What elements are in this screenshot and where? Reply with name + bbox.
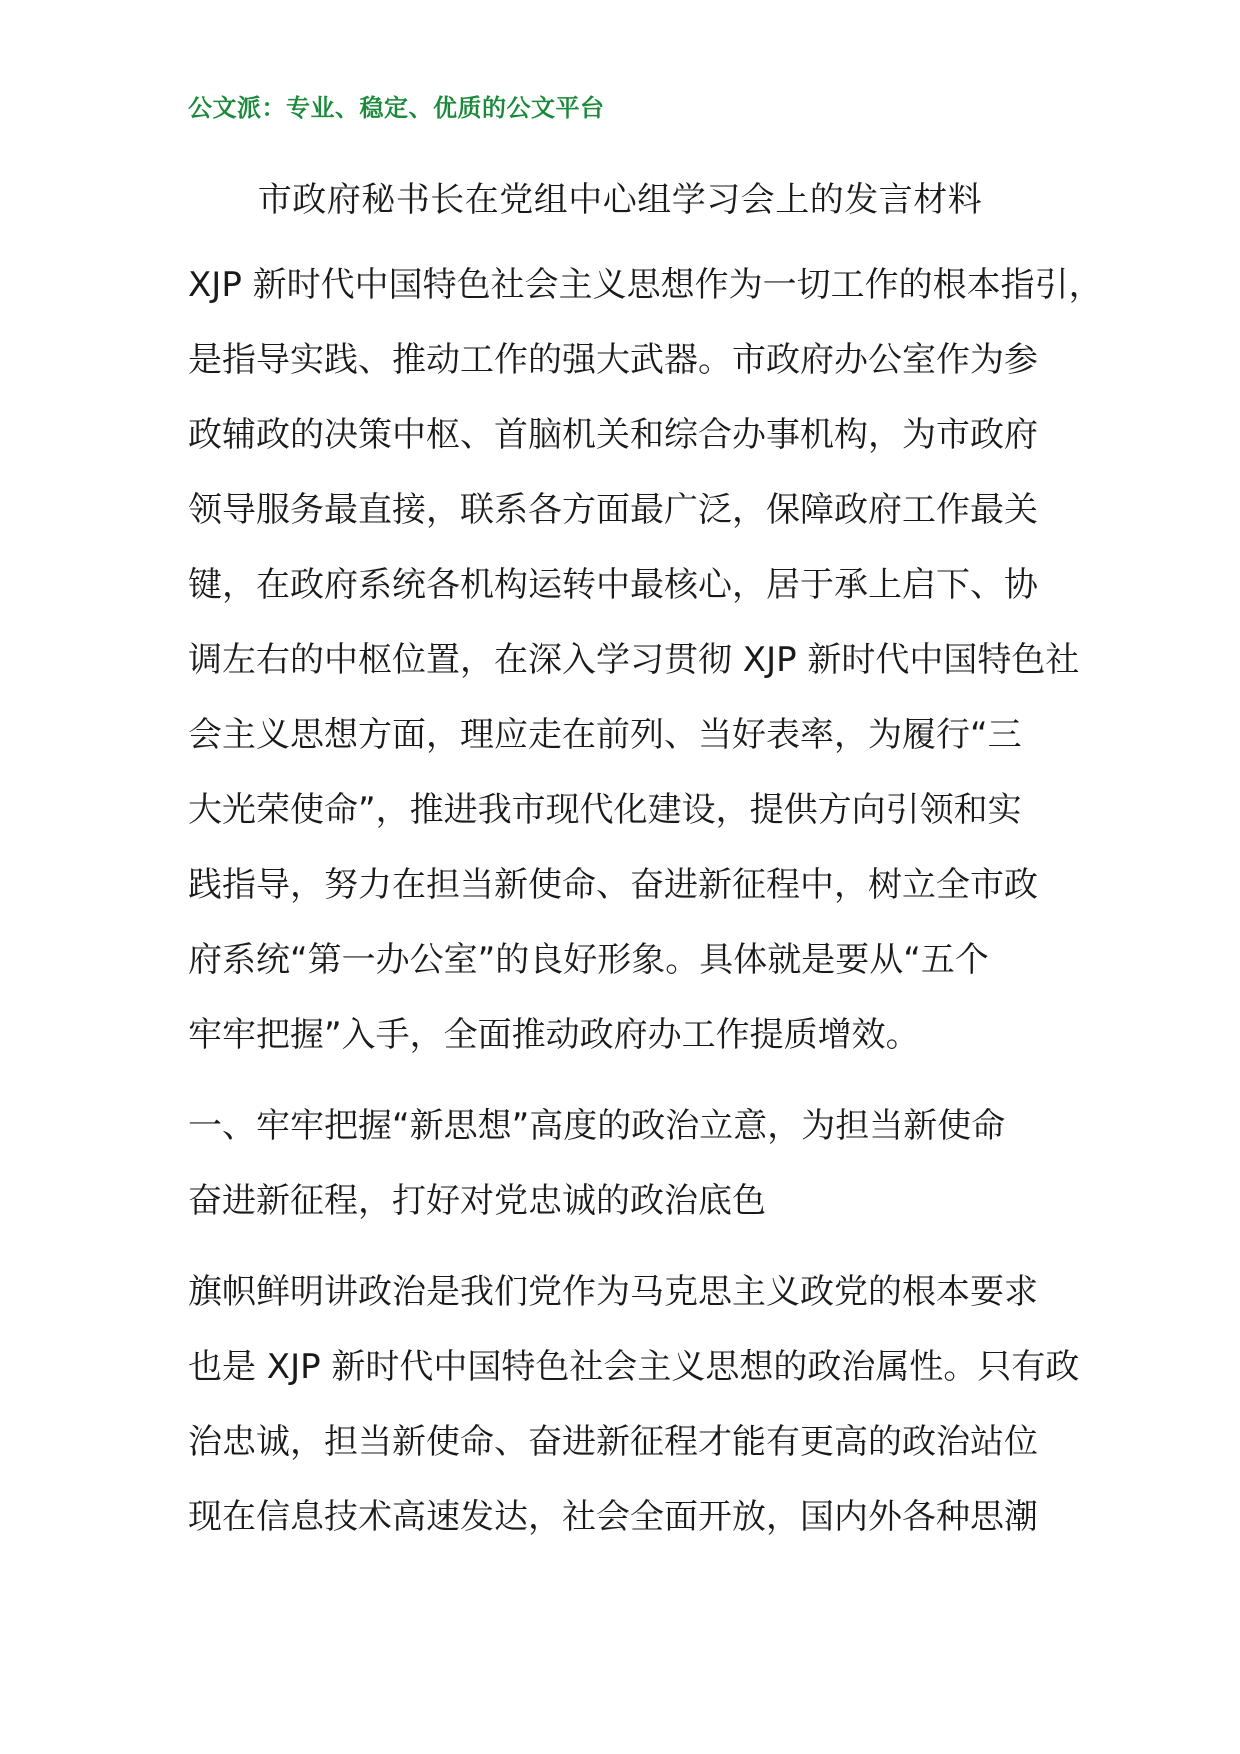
text-line: XJP 新时代中国特色社会主义思想作为一切工作的根本指引， [188, 265, 1103, 305]
text-line: 也是 XJP 新时代中国特色社会主义思想的政治属性。只有政 [188, 1347, 1080, 1387]
paragraph-spacer [188, 1073, 1088, 1089]
text-line: 政辅政的决策中枢、首脑机关和综合办事机构，为市政府 [188, 415, 1038, 455]
text-line: 是指导实践、推动工作的强大武器。市政府办公室作为参 [188, 340, 1038, 380]
text-line: 大光荣使命”，推进我市现代化建设，提供方向引领和实 [188, 790, 1022, 830]
paragraph-section-1 [188, 1255, 1088, 1555]
text-line: 领导服务最直接，联系各方面最广泛，保障政府工作最关 [188, 490, 1038, 530]
text-line: 治忠诚，担当新使命、奋进新征程才能有更高的政治站位 [188, 1422, 1038, 1462]
header-slogan: 公文派：专业、稳定、优质的公文平台 [188, 93, 605, 122]
text-line: 现在信息技术高速发达，社会全面开放，国内外各种思潮 [188, 1497, 1038, 1537]
heading-line: 奋进新征程，打好对党忠诚的政治底色 [188, 1181, 766, 1221]
text-line: 府系统“第一办公室”的良好形象。具体就是要从“五个 [188, 940, 989, 980]
text-line: 调左右的中枢位置，在深入学习贯彻 XJP 新时代中国特色社 [188, 640, 1080, 680]
heading-line: 一、牢牢把握“新思想”高度的政治立意，为担当新使命 [188, 1106, 1006, 1146]
text-line: 践指导，努力在担当新使命、奋进新征程中，树立全市政 [188, 865, 1038, 905]
section-heading-1 [188, 1089, 1088, 1239]
text-line: 旗帜鲜明讲政治是我们党作为马克思主义政党的根本要求 [188, 1272, 1038, 1312]
text-line: 牢牢把握”入手，全面推动政府办工作提质增效。 [188, 1015, 920, 1055]
document-body [188, 248, 1103, 1555]
text-line: 会主义思想方面，理应走在前列、当好表率，为履行“三 [188, 715, 1022, 755]
document-title: 市政府秘书长在党组中心组学习会上的发言材料 [257, 180, 983, 220]
paragraph-spacer [188, 1239, 1088, 1255]
text-line: 键，在政府系统各机构运转中最核心，居于承上启下、协 [188, 565, 1038, 605]
paragraph-intro [188, 248, 1103, 1073]
